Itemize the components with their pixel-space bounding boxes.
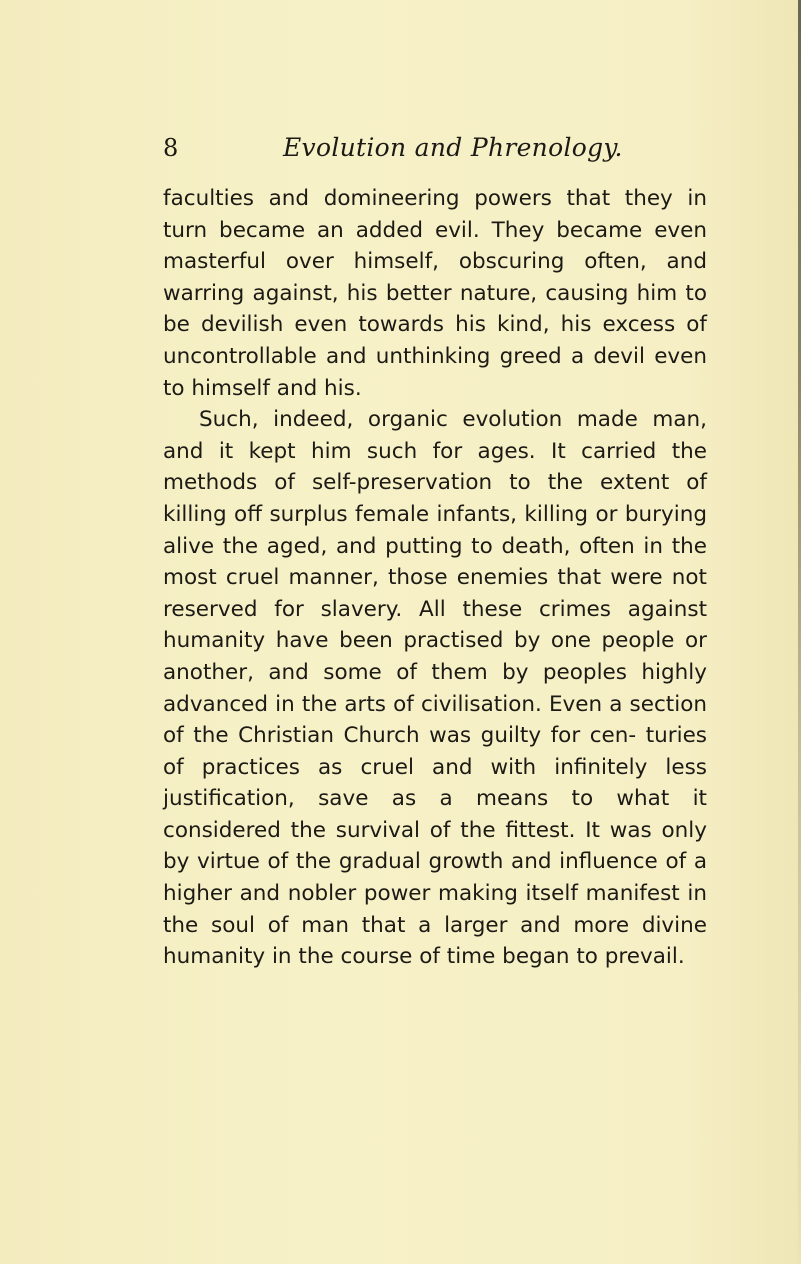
running-title: Evolution and Phrenology. [283, 133, 623, 162]
page-header [0, 128, 801, 168]
paragraph-continued: faculties and domineering powers that they in turn became an added evil. They became even masterful over himself, obscuring often, and warring against, his better nature, causing him to be devilish even towards his kind, his excess of uncontrollable and unthinking greed a devil even to himself and his. [163, 186, 707, 401]
page-number: 8 [163, 134, 179, 162]
body-text [163, 183, 707, 973]
paragraph: Such, indeed, organic evolution made man, and it kept him such for ages. It carried the methods of self-preservation to the extent of killing off surplus female infants, killing or burying alive the aged, and putting to death, often in the most cruel manner, those enemies that were not reserved for slavery. All these crimes against humanity have been practised by one people or another, and some of them by peoples highly advanced in the arts of civilisation. Even a section of the Christian Church was guilty for cen- turies of practices as cruel and with infinitely less justification, save as a means to what it considered the survival of the fittest. It was only by virtue of the gradual growth and influence of a higher and nobler power making itself manifest in the soul of man that a larger and more divine humanity in the course of time began to prevail. [163, 407, 707, 970]
